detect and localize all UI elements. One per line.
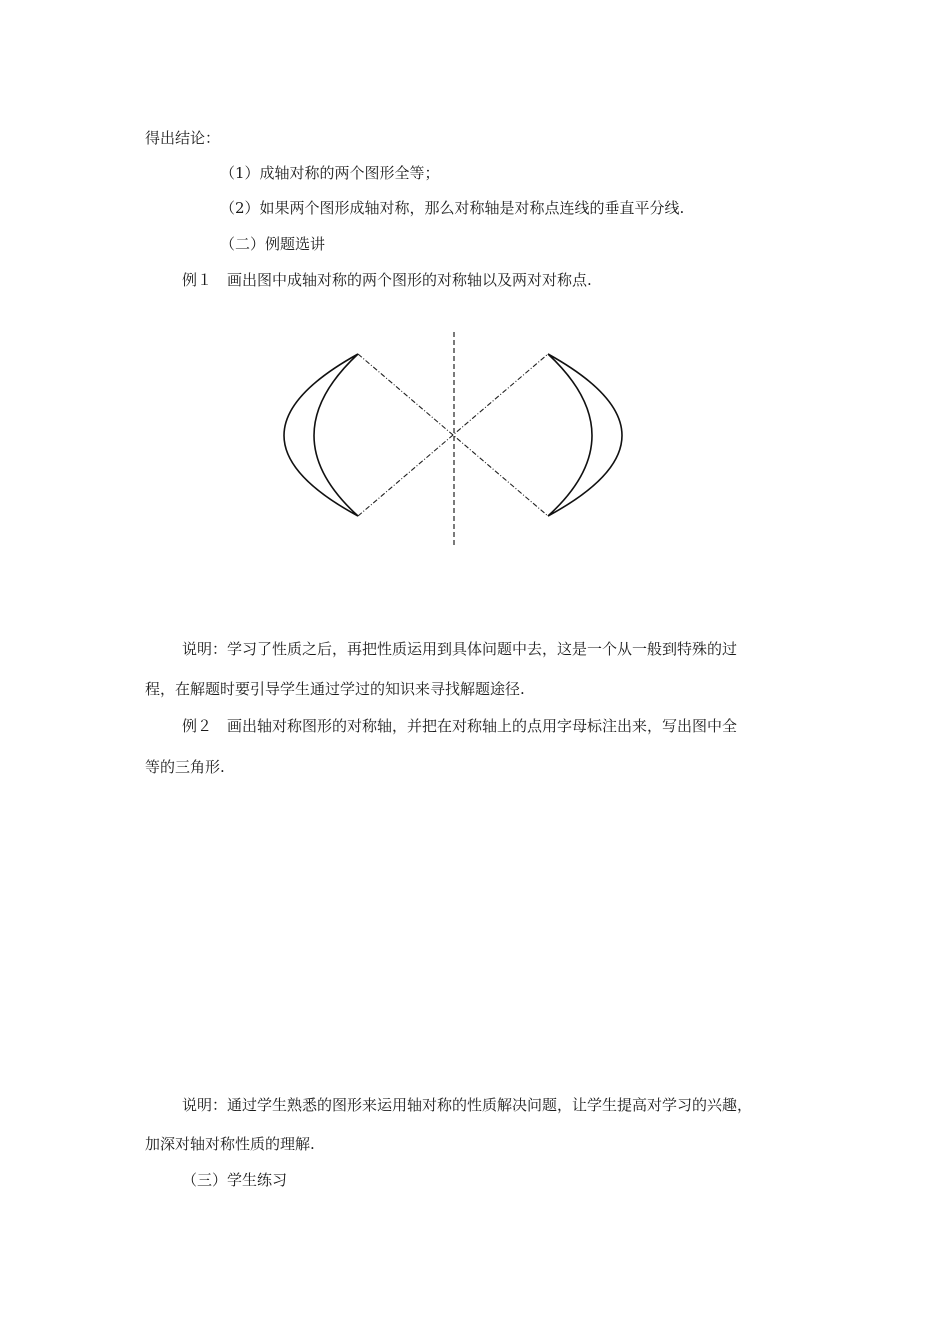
- left-crescent: [284, 354, 358, 516]
- example-2-line-1: 例２ 画出轴对称图形的对称轴，并把在对称轴上的点用字母标注出来，写出图中全: [182, 717, 738, 735]
- section-heading-practice: （三）学生练习: [182, 1171, 288, 1189]
- symmetric-crescents-figure: [250, 326, 650, 550]
- example-1-text: 例１ 画出图中成轴对称的两个图形的对称轴以及两对对称点.: [182, 271, 592, 289]
- conclusion-item-2: （2）如果两个图形成轴对称，那么对称轴是对称点连线的垂直平分线.: [220, 199, 685, 217]
- note-1-line-2: 程，在解题时要引导学生通过学过的知识来寻找解题途径.: [145, 680, 525, 698]
- right-crescent: [548, 354, 622, 516]
- conclusion-item-1: （1）成轴对称的两个图形全等；: [220, 164, 440, 182]
- example-2-line-2: 等的三角形.: [145, 758, 225, 776]
- note-1-line-1: 说明：学习了性质之后，再把性质运用到具体问题中去，这是一个从一般到特殊的过: [182, 640, 738, 658]
- note-2-line-2: 加深对轴对称性质的理解.: [145, 1135, 315, 1153]
- section-heading-examples: （二）例题选讲: [220, 235, 326, 253]
- conclusion-heading: 得出结论：: [145, 129, 221, 147]
- note-2-line-1: 说明：通过学生熟悉的图形来运用轴对称的性质解决问题，让学生提高对学习的兴趣，: [182, 1096, 753, 1114]
